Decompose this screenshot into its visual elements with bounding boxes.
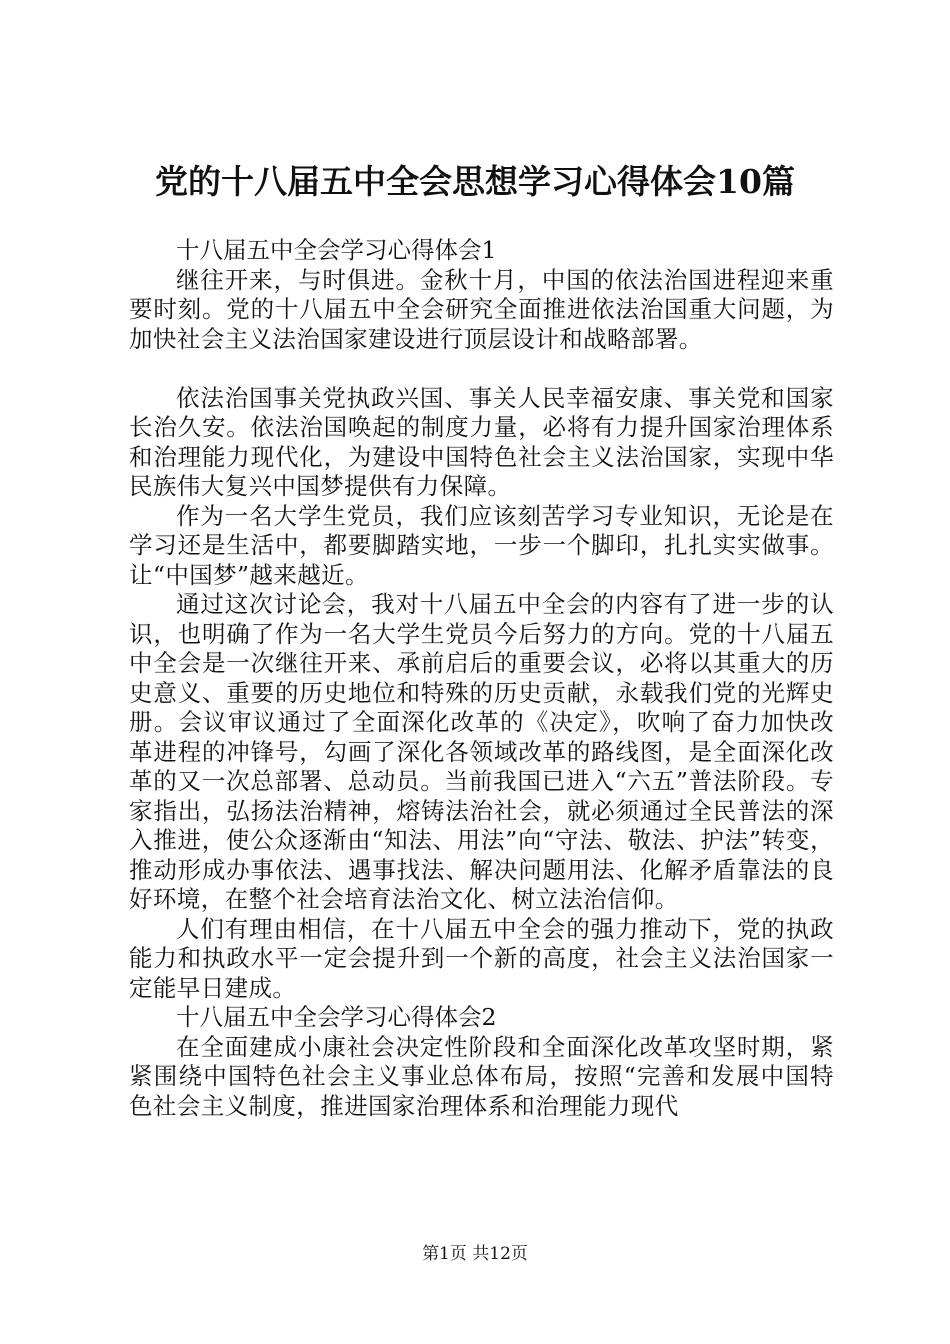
- document-body: [129, 236, 834, 1121]
- paragraph: 继往开来，与时俱进。金秋十月，中国的依法治国进程迎来重要时刻。党的十八届五中全会研究全面推进依法治国重大问题，为加快社会主义法治国家建设进行顶层设计和战略部署。: [129, 265, 834, 353]
- document-title: 党的十八届五中全会思想学习心得体会10篇: [155, 162, 795, 201]
- paragraph: 通过这次讨论会，我对十八届五中全会的内容有了进一步的认识，也明确了作为一名大学生党员今后努力的方向。党的十八届五中全会是一次继往开来、承前启后的重要会议，必将以其重大的历史意义、重要的历史地位和特殊的历史贡献，永载我们党的光辉史册。会议审议通过了全面深化改革的《决定》，吹响了奋力加快改革进程的冲锋号，勾画了深化各领域改革的路线图，是全面深化改革的又一次总部署、总动员。当前我国已进入“六五”普法阶段。专家指出，弘扬法治精神，熔铸法治社会，就必须通过全民普法的深入推进，使公众逐渐由“知法、用法”向“守法、敬法、护法”转变，推动形成办事依法、遇事找法、解决问题用法、化解矛盾靠法的良好环境，在整个社会培育法治文化、树立法治信仰。: [129, 590, 834, 913]
- page-footer: 第1页 共12页: [422, 1244, 528, 1264]
- paragraph-gap: [129, 354, 834, 384]
- paragraph: 在全面建成小康社会决定性阶段和全面深化改革攻坚时期，紧紧围绕中国特色社会主义事业总体布局，按照“完善和发展中国特色社会主义制度，推进国家治理体系和治理能力现代: [129, 1032, 834, 1120]
- paragraph: 人们有理由相信，在十八届五中全会的强力推动下，党的执政能力和执政水平一定会提升到一个新的高度，社会主义法治国家一定能早日建成。: [129, 914, 834, 1002]
- section-heading-1: 十八届五中全会学习心得体会1: [176, 236, 497, 264]
- section-heading-2: 十八届五中全会学习心得体会2: [176, 1003, 497, 1031]
- paragraph: 依法治国事关党执政兴国、事关人民幸福安康、事关党和国家长治久安。依法治国唤起的制度力量，必将有力提升国家治理体系和治理能力现代化，为建设中国特色社会主义法治国家，实现中华民族伟大复兴中国梦提供有力保障。: [129, 383, 834, 500]
- paragraph: 作为一名大学生党员，我们应该刻苦学习专业知识，无论是在学习还是生活中，都要脚踏实地，一步一个脚印，扎扎实实做事。让“中国梦”越来越近。: [129, 501, 834, 589]
